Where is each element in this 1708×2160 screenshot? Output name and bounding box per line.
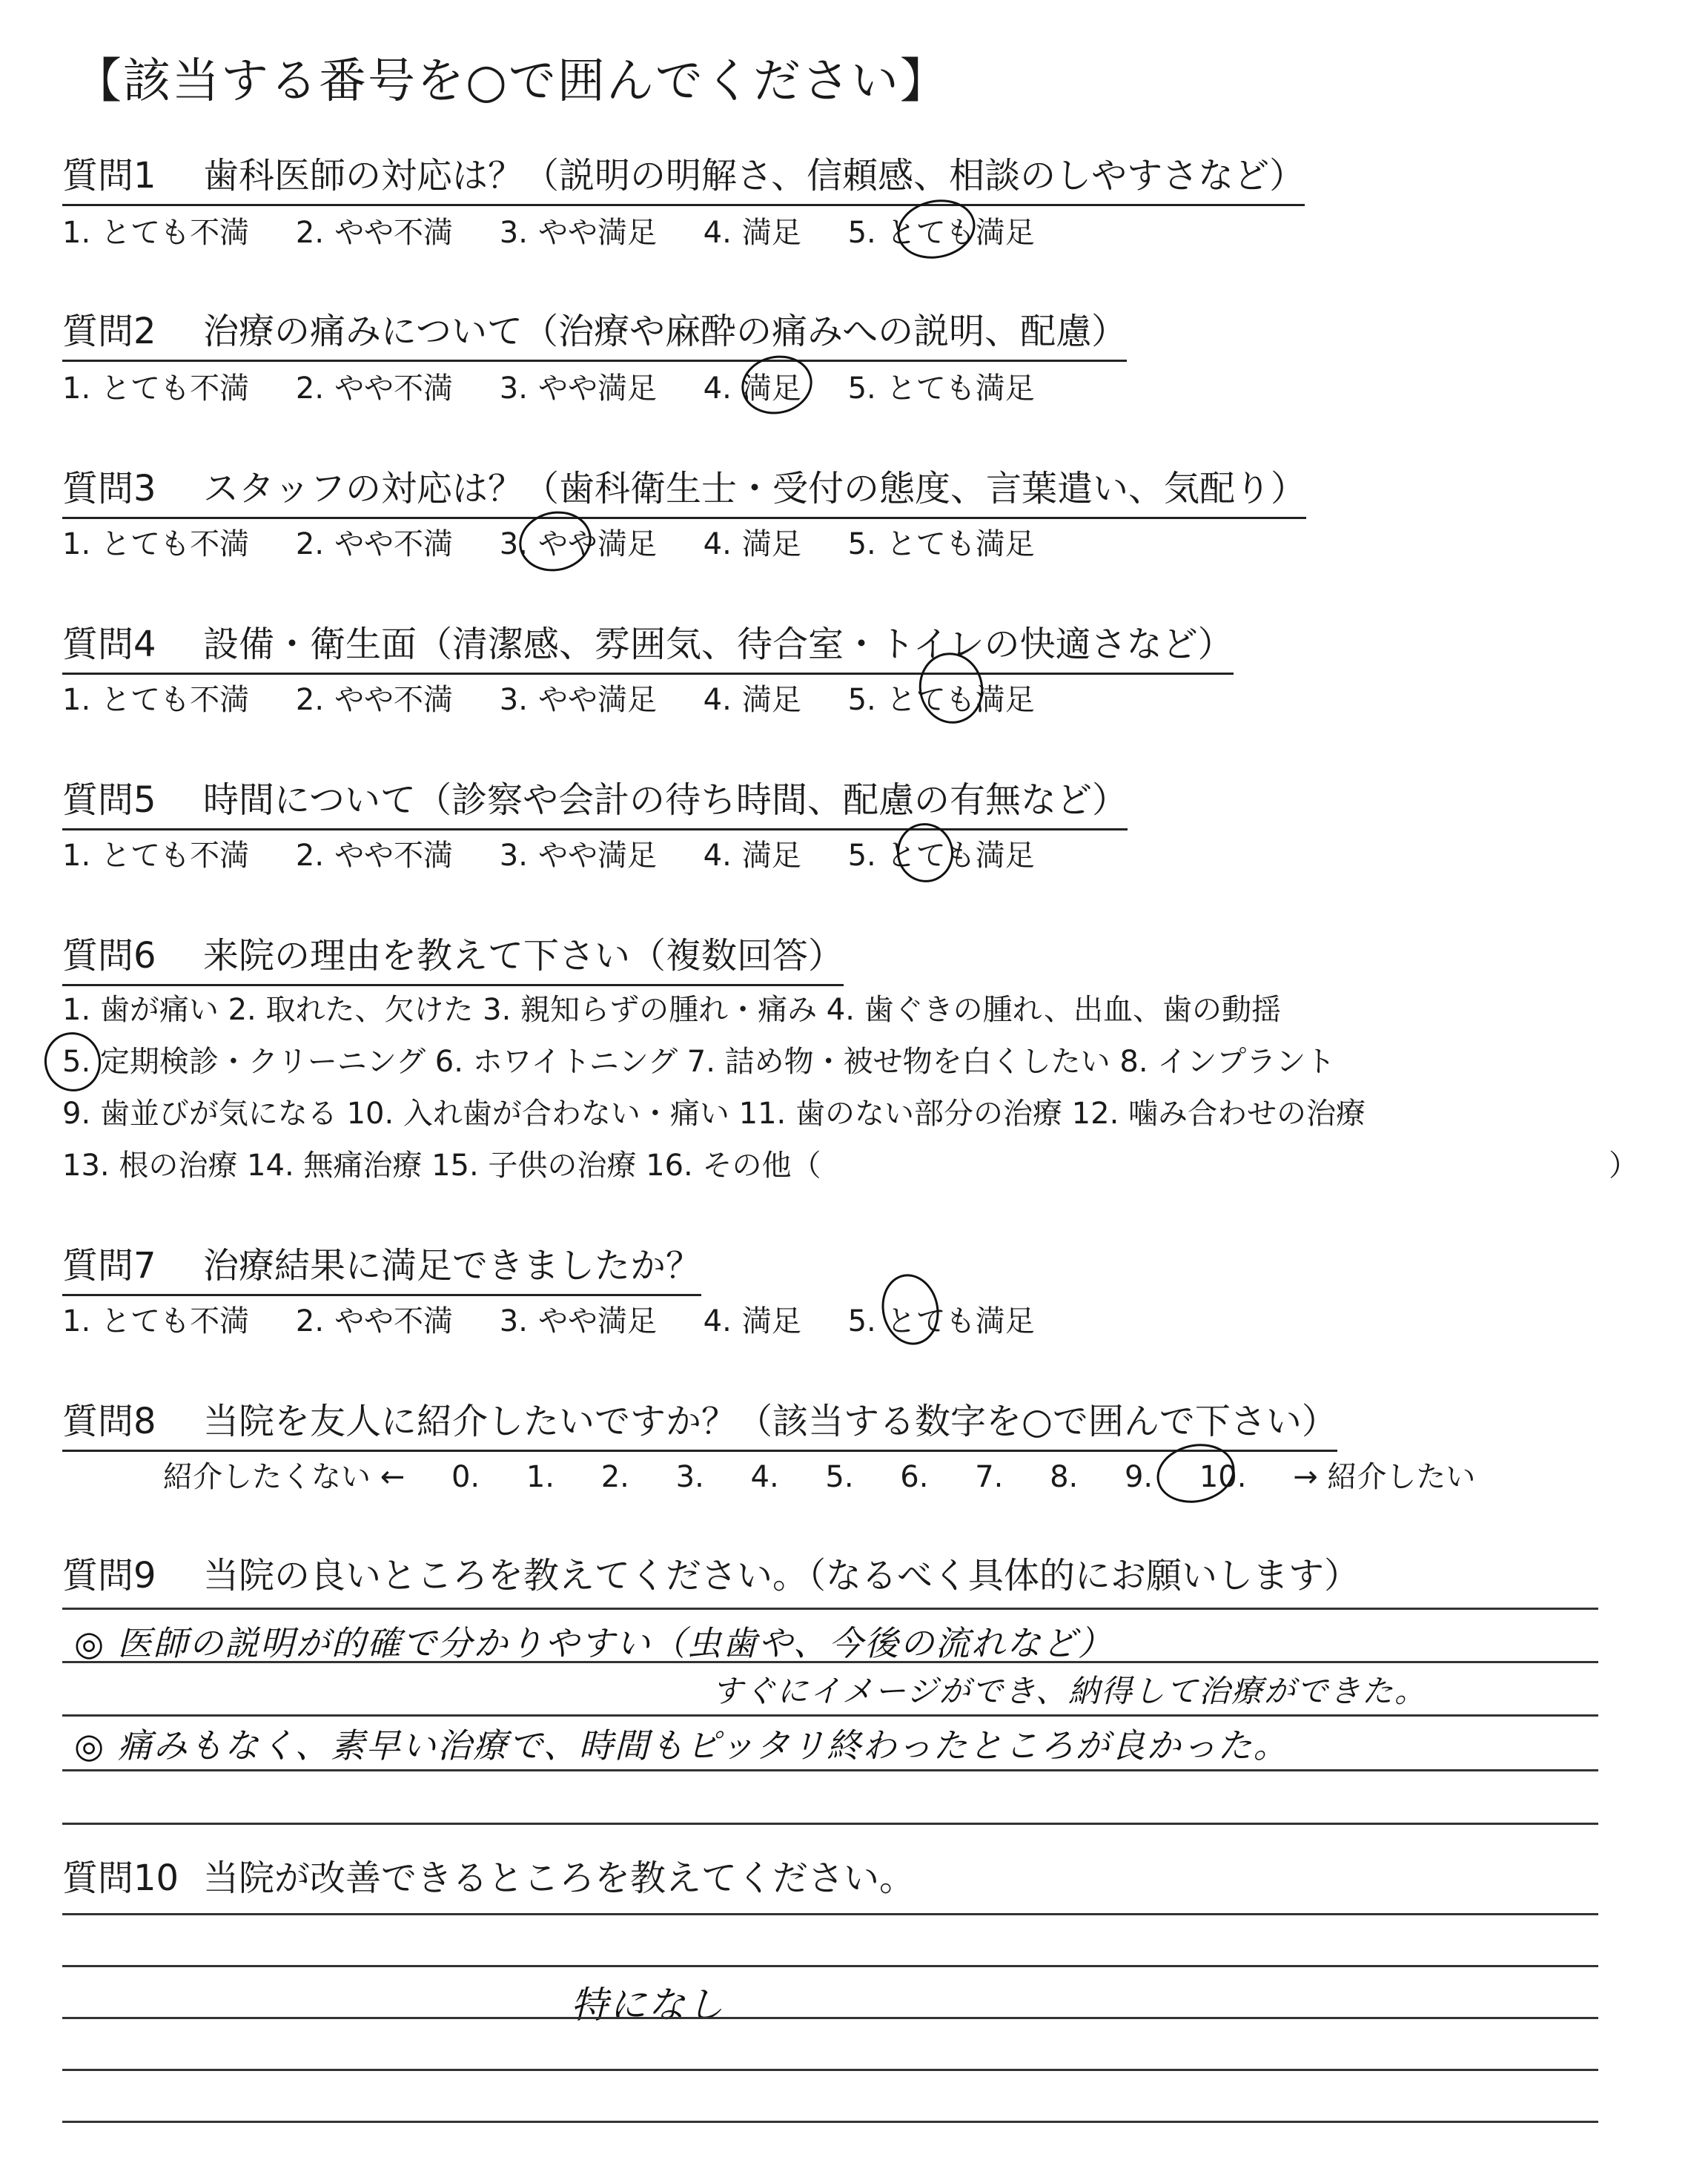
question-9-heading [62,1547,1360,1604]
option-1[interactable]: 1. とても不満 [62,683,250,717]
scale-2[interactable]: 2. [600,1460,629,1494]
question-4-text: 設備・衛生面（清潔感、雰囲気、待合室・トイレの快適さなど） [203,624,1234,665]
answer-line [62,1608,1598,1610]
question-5-heading [62,771,1128,830]
option-5[interactable]: 5. とても満足 [847,371,1035,406]
option-4[interactable]: 4. 満足 [703,683,801,717]
question-10-heading [62,1849,915,1906]
option-3[interactable]: 3. やや満足 [499,371,657,406]
question-8-text: 当院を友人に紹介したいですか？（該当する数字を○で囲んで下さい） [203,1401,1337,1442]
question-7-text: 治療結果に満足できましたか？ [203,1245,702,1287]
question-2-text: 治療の痛みについて（治療や麻酔の痛みへの説明、配慮） [203,311,1128,352]
option-5[interactable]: 5. とても満足 [847,527,1035,561]
option-5[interactable]: 5. とても満足 [847,683,1035,717]
question-1-heading [62,147,1305,206]
answer-line [62,1661,1598,1663]
question-2-options [62,365,1072,407]
q9-answer-line-3[interactable]: ◎ 痛みもなく、素早い治療で、時間もピッタリ終わったところが良かった。 [74,1725,1289,1766]
scale-left-label: 紹介したくない ← [163,1460,406,1494]
scale-5[interactable]: 5. [825,1460,854,1494]
option-2[interactable]: 2. やや不満 [295,371,454,406]
option-2[interactable]: 2. やや不満 [295,527,454,561]
option-3[interactable]: 3. やや満足 [499,216,657,250]
question-8-label: 質問8 [62,1401,156,1442]
option-1[interactable]: 1. とても不満 [62,216,250,250]
question-10-text: 当院が改善できるところを教えてください。 [203,1857,916,1899]
answer-line [62,2069,1598,2071]
option-5[interactable]: 5. とても満足 [847,1304,1035,1338]
answer-line [62,2121,1598,2123]
scale-9[interactable]: 9. [1124,1460,1153,1494]
question-6-label: 質問6 [62,935,156,977]
question-6-options-row-4[interactable]: 13. 根の治療 14. 無痛治療 15. 子供の治療 16. その他（ [62,1149,821,1183]
question-9-label: 質問9 [62,1555,156,1596]
question-3-heading [62,460,1306,519]
option-4[interactable]: 4. 満足 [703,216,801,250]
question-5-label: 質問5 [62,779,156,821]
answer-line [62,1965,1598,1967]
question-7-label: 質問7 [62,1245,156,1287]
option-3[interactable]: 3. やや満足 [499,1304,657,1338]
question-8-heading [62,1393,1337,1452]
q9-answer-line-2[interactable]: すぐにイメージができ、納得して治療ができた。 [712,1673,1428,1709]
question-4-heading [62,615,1234,675]
option-4[interactable]: 4. 満足 [703,839,801,873]
answer-line [62,1823,1598,1825]
scale-0[interactable]: 0. [451,1460,480,1494]
question-5-text: 時間について（診察や会計の待ち時間、配慮の有無など） [203,779,1128,821]
scale-10[interactable]: 10. [1199,1460,1247,1494]
answer-line [62,1769,1598,1771]
question-6-heading [62,927,844,986]
question-3-label: 質問3 [62,468,156,509]
page-title: 【該当する番号を○で囲んでください】 [74,54,949,109]
option-2[interactable]: 2. やや不満 [295,839,454,873]
option-3[interactable]: 3. やや満足 [499,683,657,717]
option-4[interactable]: 4. 満足 [703,527,801,561]
scale-6[interactable]: 6. [900,1460,929,1494]
scale-3[interactable]: 3. [675,1460,704,1494]
question-10-label: 質問10 [62,1857,179,1899]
option-2[interactable]: 2. やや不満 [295,216,454,250]
option-1[interactable]: 1. とても不満 [62,371,250,406]
question-6-text: 来院の理由を教えて下さい（複数回答） [203,935,844,977]
question-2-heading [62,303,1127,362]
answer-line [62,1913,1598,1915]
question-1-text: 歯科医師の対応は？（説明の明解さ、信頼感、相談のしやすさなど） [203,155,1305,196]
question-1-label: 質問1 [62,155,156,196]
answer-line [62,2017,1598,2019]
option-1[interactable]: 1. とても不満 [62,1304,250,1338]
option-2[interactable]: 2. やや不満 [295,1304,454,1338]
question-6-other-close: ） [1609,1149,1638,1183]
option-1[interactable]: 1. とても不満 [62,527,250,561]
question-6-options-row-3[interactable]: 9. 歯並びが気になる 10. 入れ歯が合わない・痛い 11. 歯のない部分の治療 12. 噛み合わせの治療 [62,1097,1366,1131]
question-3-text: スタッフの対応は？（歯科衛生士・受付の態度、言葉遣い、気配り） [203,468,1307,509]
option-5[interactable]: 5. とても満足 [847,216,1035,250]
option-4[interactable]: 4. 満足 [703,1304,801,1338]
option-3[interactable]: 3. やや満足 [499,839,657,873]
option-3[interactable]: 3. やや満足 [499,527,657,561]
option-2[interactable]: 2. やや不満 [295,683,454,717]
option-1[interactable]: 1. とても不満 [62,839,250,873]
question-6-options-row-2[interactable]: 5. 定期検診・クリーニング 6. ホワイトニング 7. 詰め物・被せ物を白くしたい 8. インプラント [62,1045,1336,1079]
recommend-scale [163,1453,1475,1496]
option-5[interactable]: 5. とても満足 [847,839,1035,873]
question-7-heading [62,1237,701,1296]
scale-4[interactable]: 4. [750,1460,779,1494]
question-6-options-row-1[interactable]: 1. 歯が痛い 2. 取れた、欠けた 3. 親知らずの腫れ・痛み 4. 歯ぐきの腫れ、出血、歯の動揺 [62,993,1282,1027]
option-4[interactable]: 4. 満足 [703,371,801,406]
scale-7[interactable]: 7. [975,1460,1004,1494]
question-9-text: 当院の良いところを教えてください。（なるべく具体的にお願いします） [203,1555,1360,1596]
question-2-label: 質問2 [62,311,156,352]
scale-8[interactable]: 8. [1050,1460,1079,1494]
question-4-label: 質問4 [62,624,156,665]
answer-line [62,1714,1598,1717]
scale-1[interactable]: 1. [526,1460,555,1494]
q9-answer-line-1[interactable]: ◎ 医師の説明が的確で分かりやすい（虫歯や、今後の流れなど） [74,1623,1113,1663]
q10-answer[interactable]: 特になし [571,1984,725,2027]
scale-right-label: → 紹介したい [1293,1460,1476,1494]
